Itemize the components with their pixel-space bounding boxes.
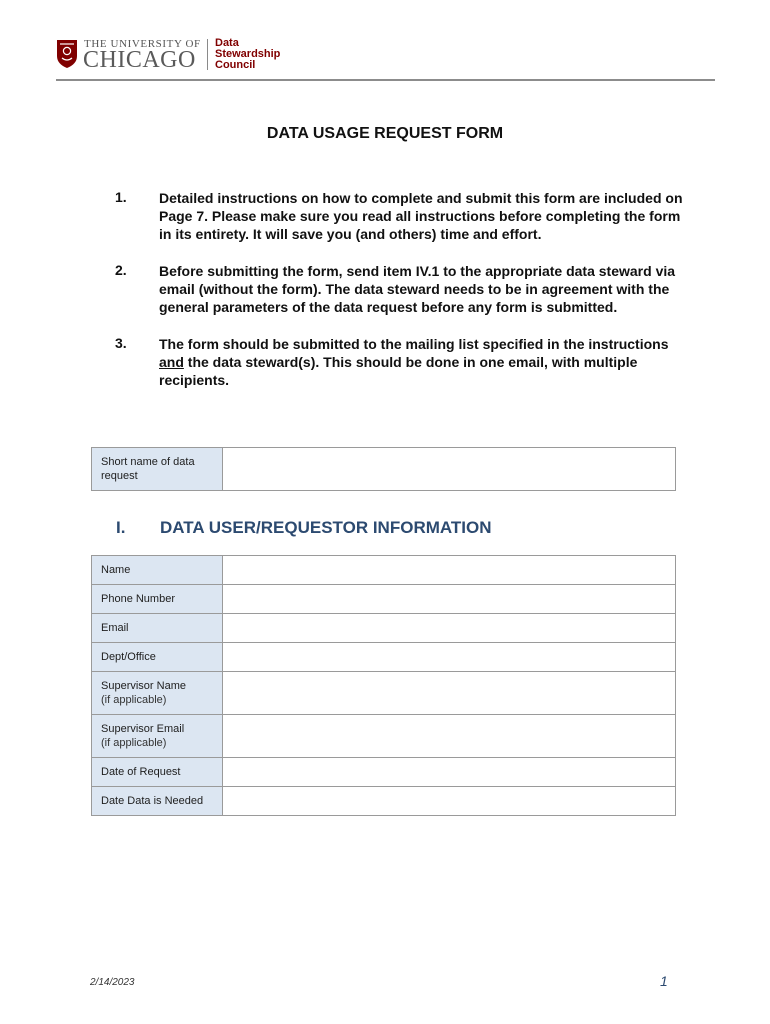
instruction-emphasis: and <box>159 354 184 370</box>
table-row <box>92 758 676 787</box>
supervisor-name-note: (if applicable) <box>101 694 167 706</box>
table-row <box>92 715 676 758</box>
date-of-request-field[interactable] <box>223 758 676 787</box>
table-row <box>92 787 676 816</box>
phone-number-field[interactable] <box>223 585 676 614</box>
short-name-field[interactable] <box>223 448 676 491</box>
supervisor-name-label-text: Supervisor Name <box>101 680 186 692</box>
name-label: Name <box>92 556 223 585</box>
email-field[interactable] <box>223 614 676 643</box>
supervisor-name-label <box>92 672 223 715</box>
university-name-line2: CHICAGO <box>83 47 196 73</box>
form-title: DATA USAGE REQUEST FORM <box>266 125 504 142</box>
phone-number-label: Phone Number <box>92 585 223 614</box>
university-seal-icon <box>56 39 78 69</box>
dept-office-label: Dept/Office <box>92 643 223 672</box>
table-row <box>92 448 676 491</box>
instruction-text-part: The form should be submitted to the mailing list specified in the instructions <box>159 336 669 352</box>
instructions-list <box>113 189 688 408</box>
instruction-item <box>113 335 688 389</box>
date-data-needed-label: Date Data is Needed <box>92 787 223 816</box>
council-line-2: Stewardship <box>215 48 281 60</box>
email-label: Email <box>92 614 223 643</box>
logo-divider <box>207 39 208 70</box>
short-name-table <box>91 447 676 491</box>
header-logo <box>56 36 716 76</box>
section-title: DATA USER/REQUESTOR INFORMATION <box>160 518 492 537</box>
date-data-needed-field[interactable] <box>223 787 676 816</box>
supervisor-email-label-text: Supervisor Email <box>101 723 185 735</box>
section-number: I. <box>116 518 126 537</box>
table-row <box>92 585 676 614</box>
supervisor-email-note: (if applicable) <box>101 737 167 749</box>
table-row <box>92 614 676 643</box>
supervisor-name-field[interactable] <box>223 672 676 715</box>
instruction-number: 2. <box>115 262 127 278</box>
instruction-item <box>113 189 688 243</box>
instruction-text <box>159 189 688 243</box>
council-name <box>215 38 280 71</box>
header-divider <box>56 79 715 81</box>
instruction-text-part: Detailed instructions on how to complete and submit this form are included on Page 7. Please make sure you read all instructions before completing the form in its entirety. It will save you (and others) time and effort. <box>159 190 683 242</box>
table-row <box>92 672 676 715</box>
supervisor-email-label <box>92 715 223 758</box>
instruction-number: 1. <box>115 189 127 205</box>
footer-date: 2/14/2023 <box>90 977 135 988</box>
council-line-1: Data <box>215 37 239 49</box>
university-name-line1: THE UNIVERSITY OF <box>84 38 201 50</box>
section-heading <box>116 518 492 538</box>
date-of-request-label: Date of Request <box>92 758 223 787</box>
name-field[interactable] <box>223 556 676 585</box>
instruction-text-part: Before submitting the form, send item IV.1 to the appropriate data steward via email (without the form). The data steward needs to be in agreement with the general parameters of the data request before any form is submitted. <box>159 263 676 315</box>
instruction-number: 3. <box>115 335 127 351</box>
user-info-table <box>91 555 676 816</box>
instruction-text <box>159 262 688 316</box>
council-line-3: Council <box>215 59 256 71</box>
table-row <box>92 556 676 585</box>
dept-office-field[interactable] <box>223 643 676 672</box>
table-row <box>92 643 676 672</box>
instruction-item <box>113 262 688 316</box>
instruction-text <box>159 335 688 389</box>
instruction-text-part: the data steward(s). This should be done in one email, with multiple recipients. <box>159 354 638 388</box>
supervisor-email-field[interactable] <box>223 715 676 758</box>
page-number: 1 <box>660 973 668 989</box>
short-name-label: Short name of data request <box>92 448 223 491</box>
